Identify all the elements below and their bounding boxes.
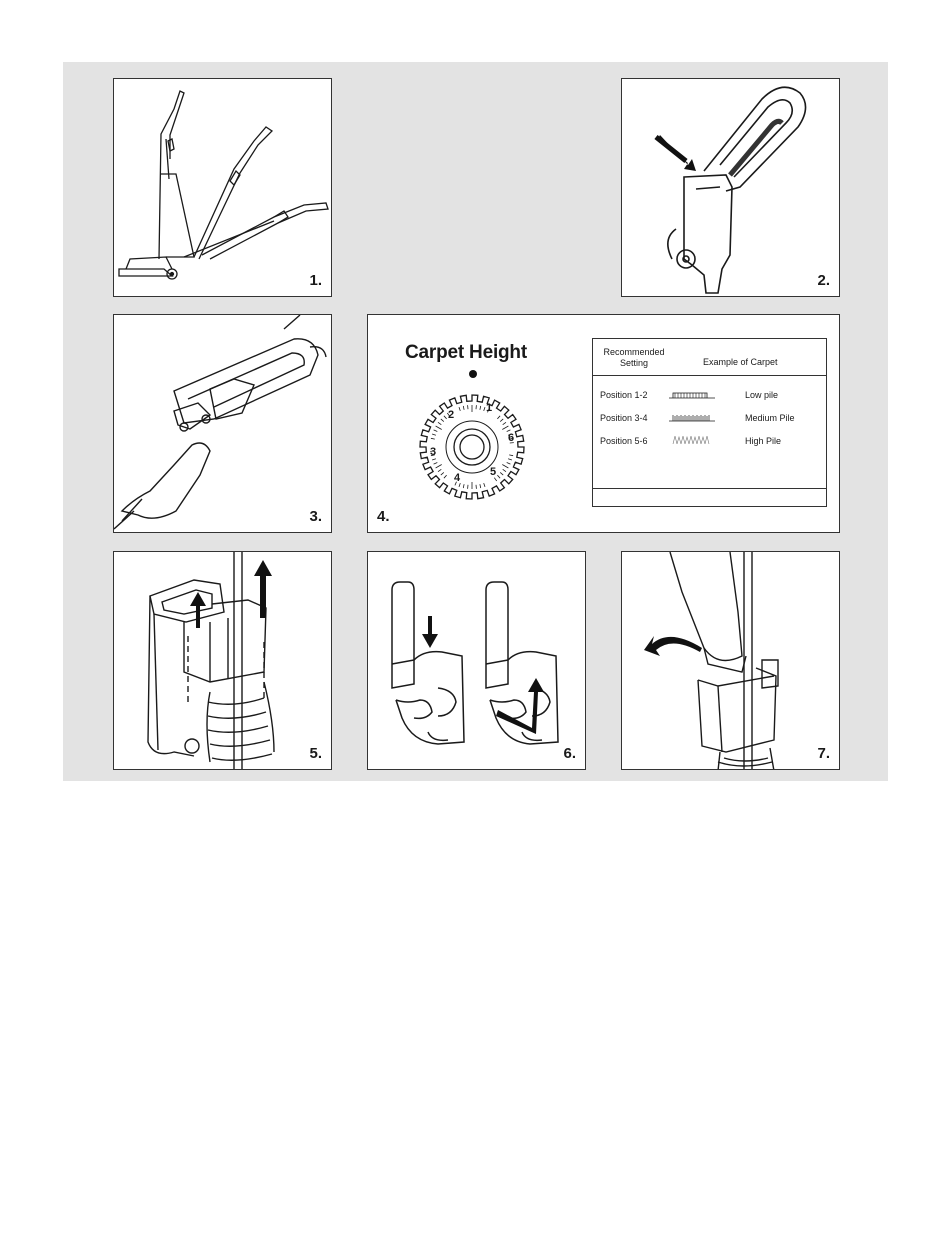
figure-number: 4.: [377, 508, 390, 525]
figure-5-panel: [113, 551, 332, 770]
dial-number: 6: [508, 432, 515, 444]
dial-number: 4: [454, 472, 461, 484]
power-cord-illustration: [114, 315, 332, 533]
table-header-example: Example of Carpet: [703, 357, 778, 367]
figure-number: 7.: [817, 745, 830, 762]
table-row-pile: Medium Pile: [745, 413, 795, 423]
figure-number: 3.: [309, 508, 322, 525]
handle-release-illustration: [622, 79, 840, 297]
dial-number: 3: [430, 446, 437, 458]
bag-lift-illustration: [622, 552, 840, 770]
figure-2-panel: [621, 78, 840, 297]
table-row-position: Position 3-4: [600, 413, 648, 423]
table-row-position: Position 5-6: [600, 436, 648, 446]
table-divider: [593, 488, 826, 489]
dial-number: 1: [486, 402, 493, 414]
bag-removal-illustration: [114, 552, 332, 770]
figure-1-panel: [113, 78, 332, 297]
figure-number: 5.: [309, 745, 322, 762]
carpet-setting-table: [592, 338, 827, 507]
vacuum-recline-illustration: [114, 79, 332, 297]
figure-7-panel: [621, 551, 840, 770]
medium-pile-swatch: [669, 414, 715, 422]
table-divider: [593, 375, 826, 376]
low-pile-swatch: [669, 391, 715, 399]
figure-number: 2.: [817, 272, 830, 289]
figure-6-panel: [367, 551, 586, 770]
figure-3-panel: [113, 314, 332, 533]
figure-number: 1.: [309, 272, 322, 289]
figure-sheet: [63, 62, 888, 781]
figure-4-panel: [367, 314, 840, 533]
table-header-setting: Recommended Setting: [603, 347, 665, 368]
dial-number: 5: [490, 466, 497, 478]
table-row-pile: High Pile: [745, 436, 782, 446]
figure-number: 6.: [563, 745, 576, 762]
table-row-pile: Low pile: [745, 390, 779, 400]
carpet-height-title: Carpet Height: [405, 342, 527, 363]
high-pile-swatch: [669, 436, 715, 444]
dial-number: 2: [448, 409, 455, 421]
table-row-position: Position 1-2: [600, 390, 648, 400]
bag-seal-illustration: [368, 552, 586, 770]
